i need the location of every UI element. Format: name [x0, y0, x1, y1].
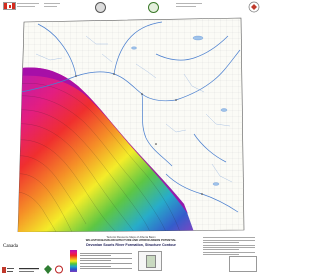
header-text-line: [17, 3, 39, 4]
map-title: Devonian Souris River Formation, Structure Contour: [86, 242, 176, 247]
header-text-line: [176, 3, 202, 4]
elevation-color-legend: [70, 250, 77, 272]
survey-logo-icon: [19, 266, 39, 274]
legend-notes: [80, 251, 132, 271]
partner-logo-icon: [44, 265, 52, 274]
title-block: [60, 236, 202, 247]
index-map: [138, 251, 162, 271]
map-graphic: [16, 14, 246, 232]
corner-logo-icon: [248, 1, 260, 13]
map-notes: [203, 236, 255, 257]
agency-logo-icon: [2, 266, 14, 274]
partner-logo-icon: [55, 265, 63, 274]
structure-contour-map[interactable]: [16, 14, 246, 232]
series-title: Tectonic Resource Maps of Alberta Basin: [106, 236, 156, 239]
header-text-line: [17, 6, 35, 7]
main-title: WILLISTON BASIN ARCHITECTURE AND HYDROCARBON POTENTIAL: [85, 239, 177, 242]
header-text-line: [44, 3, 60, 4]
canada-flag-icon: [3, 2, 16, 10]
crest-icon: [95, 2, 106, 13]
header-text-line: [176, 6, 196, 7]
canada-wordmark: Canada: [3, 244, 18, 249]
scale-box: [229, 256, 257, 272]
seal-icon: [148, 2, 159, 13]
header-text-line: [44, 6, 57, 7]
